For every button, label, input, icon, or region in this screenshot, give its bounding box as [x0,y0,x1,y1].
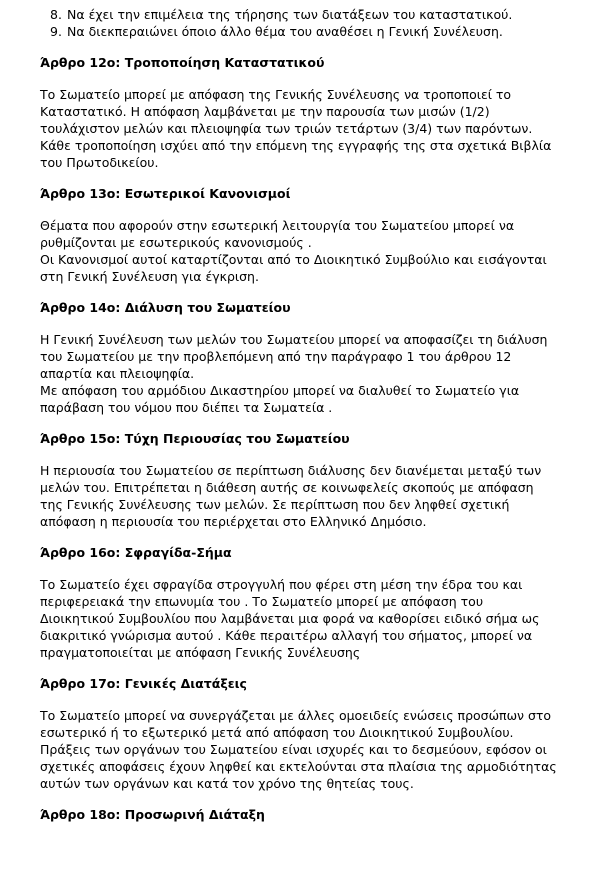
article-paragraph: Η Γενική Συνέλευση των μελών του Σωματείου μπορεί να αποφασίζει τη διάλυση του Σωματείου με την προβλεπόμενη από την παράγραφο 1 του άρθρου 12 απαρτία και πλειοψηφία. [40,332,548,381]
article-paragraph: Κάθε τροποποίηση ισχύει από την επόμενη της εγγραφής της στα σχετικά Βιβλία του Πρωτοδικείου. [40,138,552,170]
article-paragraph: Με απόφαση του αρμόδιου Δικαστηρίου μπορεί να διαλυθεί το Σωματείο για παράβαση του νόμου που διέπει τα Σωματεία . [40,383,520,415]
duties-list [40,6,560,40]
article-body [40,217,560,285]
article-paragraph: Πράξεις των οργάνων του Σωματείου είναι ισχυρές και το δεσμεύουν, εφόσον οι σχετικές αποφάσεις έχουν ληφθεί και εκτελούνται στα πλαίσια της αρμοδιότητας αυτών των οργάνων και κατά τον χρόνο της θητείας τους. [40,742,557,791]
list-item-text: Να έχει την επιμέλεια της τήρησης των διατάξεων του καταστατικού. [67,7,513,22]
list-item-text: Να διεκπεραιώνει όποιο άλλο θέμα του αναθέσει η Γενική Συνέλευση. [67,24,503,39]
article-heading: Άρθρο 14ο: Διάλυση του Σωματείου [40,300,291,315]
article-body [40,462,560,530]
article-paragraph: Το Σωματείο μπορεί να συνεργάζεται με άλλες ομοειδείς ενώσεις προσώπων στο εσωτερικό ή το εξωτερικό μετά από απόφαση του Διοικητικού Συμβουλίου. [40,708,552,740]
article-paragraph: Το Σωματείο μπορεί με απόφαση της Γενικής Συνέλευσης να τροποποιεί το Καταστατικό. Η απόφαση λαμβάνεται με την παρουσία των μισών (1/2) τουλάχιστον μελών και πλειοψηφία των τριών τετάρτων (3/4) των παρόντων. [40,87,533,136]
article-12 [40,54,560,171]
article-16 [40,544,560,661]
article-body [40,86,560,171]
article-paragraph: Οι Κανονισμοί αυτοί καταρτίζονται από το Διοικητικό Συμβούλιο και εισάγονται στη Γενική Συνέλευση για έγκριση. [40,252,547,284]
article-heading: Άρθρο 13ο: Εσωτερικοί Κανονισμοί [40,186,291,201]
article-paragraph: Θέματα που αφορούν στην εσωτερική λειτουργία του Σωματείου μπορεί να ρυθμίζονται με εσωτερικούς κανονισμούς . [40,218,515,250]
article-heading: Άρθρο 17ο: Γενικές Διατάξεις [40,676,247,691]
article-body [40,331,560,416]
article-18 [40,806,560,823]
article-heading: Άρθρο 18ο: Προσωρινή Διάταξη [40,807,265,822]
list-item [50,23,560,40]
article-paragraph: Το Σωματείο έχει σφραγίδα στρογγυλή που φέρει στη μέση την έδρα του και περιφερειακά την επωνυμία του . Το Σωματείο μπορεί με απόφαση του Διοικητικού Συμβουλίου που λαμβάνεται μια φορά να καθορίσει ειδικό σήμα ως διακριτικό γνώρισμα αυτού . Κάθε περαιτέρω αλλαγή του σήματος, μπορεί να πραγματοποιείται με απόφαση Γενικής Συνέλευσης [40,577,540,660]
article-heading: Άρθρο 16ο: Σφραγίδα-Σήμα [40,545,232,560]
list-item-number: 9. [50,24,62,39]
list-item-number: 8. [50,7,62,22]
article-13 [40,185,560,285]
article-15 [40,430,560,530]
article-body [40,576,560,661]
article-body [40,707,560,792]
document-page [40,6,560,823]
article-heading: Άρθρο 15ο: Τύχη Περιουσίας του Σωματείου [40,431,350,446]
article-17 [40,675,560,792]
article-14 [40,299,560,416]
list-item [50,6,560,23]
article-paragraph: Η περιουσία του Σωματείου σε περίπτωση διάλυσης δεν διανέμεται μεταξύ των μελών του. Επιτρέπεται η διάθεση αυτής σε κοινωφελείς σκοπούς με απόφαση της Γενικής Συνέλευσης των μελών. Σε περίπτωση που δεν ληφθεί σχετική απόφαση η περιουσία του περιέρχεται στο Ελληνικό Δημόσιο. [40,463,542,529]
article-heading: Άρθρο 12ο: Τροποποίηση Καταστατικού [40,55,325,70]
